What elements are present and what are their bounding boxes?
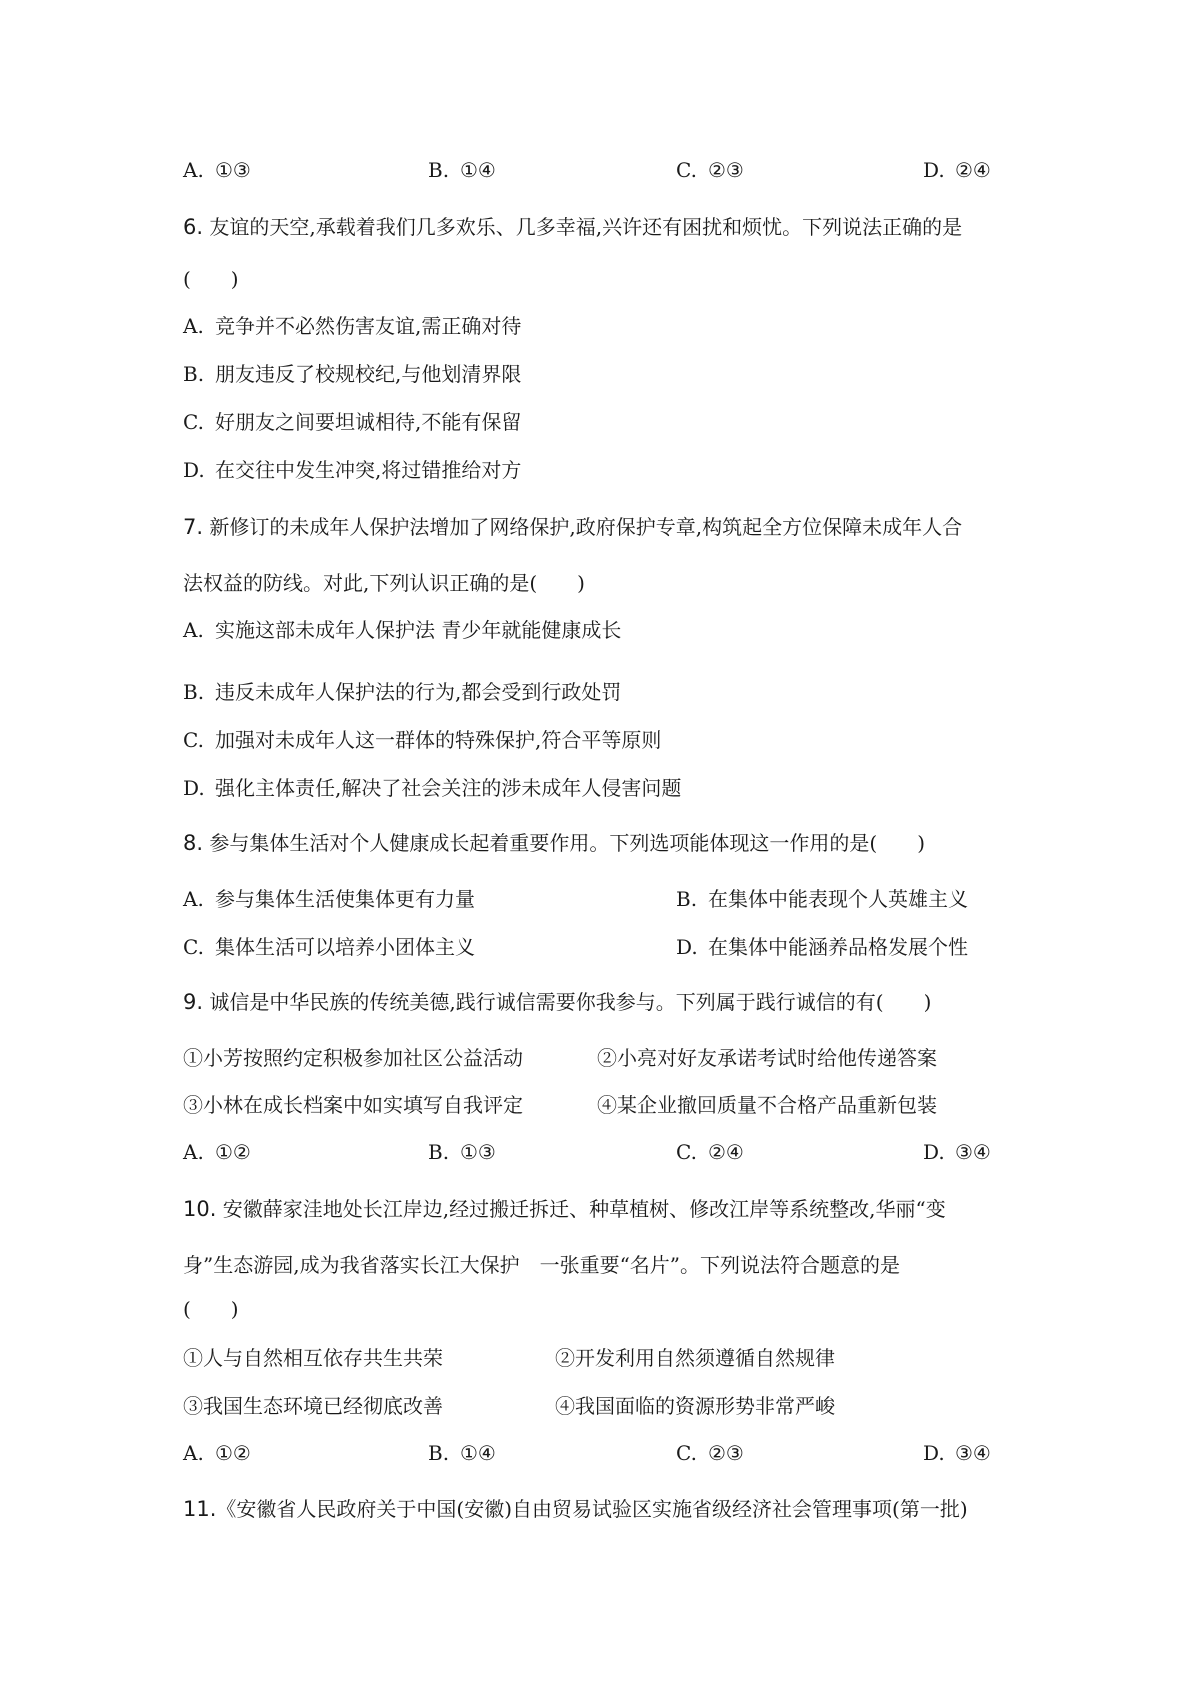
option-d: D. ②④ <box>923 158 991 182</box>
q7-option-b: B. 违反未成年人保护法的行为,都会受到行政处罚 <box>183 680 622 704</box>
q9-item-2: ②小亮对好友承诺考试时给他传递答案 <box>597 1046 937 1070</box>
q6-option-c: C. 好朋友之间要坦诚相待,不能有保留 <box>183 410 522 434</box>
option-a: A. ①③ <box>183 158 251 182</box>
q8-options-row2 <box>0 934 1200 960</box>
q10-options-row <box>0 1440 1200 1466</box>
option-b: B. ①④ <box>428 158 496 182</box>
q10-option-b: B. ①④ <box>428 1441 496 1465</box>
q10-option-d: D. ③④ <box>923 1441 991 1465</box>
q8-option-d: D. 在集体中能涵养品格发展个性 <box>676 935 968 959</box>
q9-item-4: ④某企业撤回质量不合格产品重新包装 <box>597 1093 937 1117</box>
q9-option-c: C. ②④ <box>676 1140 744 1164</box>
q6-option-a: A. 竞争并不必然伤害友谊,需正确对待 <box>183 314 522 338</box>
q9-item-3: ③小林在成长档案中如实填写自我评定 <box>183 1093 523 1117</box>
q6-option-d: D. 在交往中发生冲突,将过错推给对方 <box>183 458 522 482</box>
q5-options-row <box>0 157 1200 183</box>
q6-stem-line2: ( ) <box>183 267 239 291</box>
q10-item-2: ②开发利用自然须遵循自然规律 <box>555 1346 835 1370</box>
q10-items-row2 <box>0 1393 1200 1419</box>
q10-option-c: C. ②③ <box>676 1441 744 1465</box>
q8-option-a: A. 参与集体生活使集体更有力量 <box>183 887 475 911</box>
q7-option-c: C. 加强对未成年人这一群体的特殊保护,符合平等原则 <box>183 728 662 752</box>
q6-stem-line1: 6. 友谊的天空,承载着我们几多欢乐、几多幸福,兴许还有困扰和烦忧。下列说法正确的是 <box>183 215 963 239</box>
q7-option-a: A. 实施这部未成年人保护法 青少年就能健康成长 <box>183 618 622 642</box>
option-c: C. ②③ <box>676 158 744 182</box>
q10-item-1: ①人与自然相互依存共生共荣 <box>183 1346 443 1370</box>
q9-stem-line1: 9. 诚信是中华民族的传统美德,践行诚信需要你我参与。下列属于践行诚信的有( ) <box>183 990 932 1014</box>
q9-items-row2 <box>0 1092 1200 1118</box>
q8-option-b: B. 在集体中能表现个人英雄主义 <box>676 887 968 911</box>
q9-option-d: D. ③④ <box>923 1140 991 1164</box>
q10-item-4: ④我国面临的资源形势非常严峻 <box>555 1394 835 1418</box>
q11-stem-line1: 11.《安徽省人民政府关于中国(安徽)自由贸易试验区实施省级经济社会管理事项(第一批) <box>183 1497 968 1521</box>
q10-items-row1 <box>0 1345 1200 1371</box>
q10-stem-line1: 10. 安徽薛家洼地处长江岸边,经过搬迁拆迁、种草植树、修改江岸等系统整改,华丽“变 <box>183 1197 946 1221</box>
q10-stem-line3: ( ) <box>183 1297 239 1321</box>
q8-options-row1 <box>0 886 1200 912</box>
q10-item-3: ③我国生态环境已经彻底改善 <box>183 1394 443 1418</box>
q9-item-1: ①小芳按照约定积极参加社区公益活动 <box>183 1046 523 1070</box>
q9-option-a: A. ①② <box>183 1140 251 1164</box>
q9-items-row1 <box>0 1045 1200 1071</box>
q6-option-b: B. 朋友违反了校规校纪,与他划清界限 <box>183 362 522 386</box>
q9-options-row <box>0 1139 1200 1165</box>
q9-option-b: B. ①③ <box>428 1140 496 1164</box>
q8-option-c: C. 集体生活可以培养小团体主义 <box>183 935 475 959</box>
q10-stem-line2: 身”生态游园,成为我省落实长江大保护 一张重要“名片”。下列说法符合题意的是 <box>183 1253 901 1277</box>
q7-stem-line2: 法权益的防线。对此,下列认识正确的是( ) <box>183 571 585 595</box>
q8-stem-line1: 8. 参与集体生活对个人健康成长起着重要作用。下列选项能体现这一作用的是( ) <box>183 831 926 855</box>
q7-stem-line1: 7. 新修订的未成年人保护法增加了网络保护,政府保护专章,构筑起全方位保障未成年人合 <box>183 515 963 539</box>
q7-option-d: D. 强化主体责任,解决了社会关注的涉未成年人侵害问题 <box>183 776 682 800</box>
q10-option-a: A. ①② <box>183 1441 251 1465</box>
